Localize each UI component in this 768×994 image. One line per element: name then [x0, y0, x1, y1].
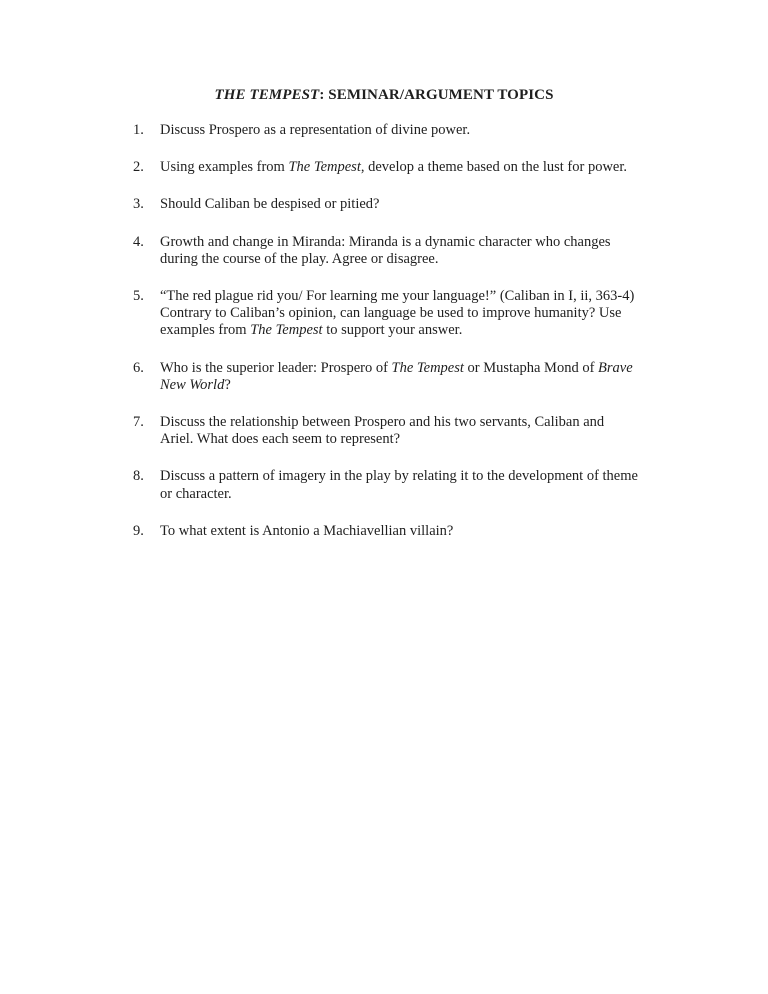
- text-line: [160, 322, 634, 339]
- text-run: Contrary to Caliban’s opinion, can language be used to improve humanity? Use: [160, 305, 622, 322]
- text-line: [160, 431, 604, 448]
- text-run: , develop a theme based on the lust for power.: [360, 159, 628, 176]
- list-item-text: [160, 234, 611, 268]
- text-run: Ariel. What does each seem to represent?: [160, 431, 401, 448]
- list-item-number: 7.: [133, 414, 144, 431]
- list-item-number: 3.: [133, 196, 144, 213]
- text-run: To what extent is Antonio a Machiavellian villain?: [160, 522, 454, 539]
- list-item-number: 9.: [133, 522, 144, 539]
- list-item-text: [160, 122, 470, 139]
- text-line: [160, 159, 627, 176]
- italic-text-run: New World: [160, 376, 225, 393]
- text-line: [160, 234, 611, 251]
- text-run: to support your answer.: [322, 322, 463, 339]
- text-line: [160, 288, 634, 305]
- text-line: [160, 360, 633, 377]
- list-item: [133, 159, 768, 176]
- list-item-text: [160, 414, 604, 448]
- text-run: Who is the superior leader: Prospero of: [160, 359, 392, 376]
- list-item: [133, 122, 768, 139]
- text-line: [160, 305, 634, 322]
- list-item: [133, 234, 768, 268]
- list-item: [133, 196, 768, 213]
- topics-list: [0, 122, 768, 540]
- list-item-text: [160, 360, 633, 394]
- italic-text-run: THE TEMPEST: [214, 87, 320, 103]
- list-item: [133, 523, 768, 540]
- text-line: [160, 414, 604, 431]
- text-line: [160, 486, 638, 503]
- text-run: Should Caliban be despised or pitied?: [160, 196, 380, 213]
- text-line: [160, 377, 633, 394]
- list-item: [133, 360, 768, 394]
- text-run: examples from: [160, 322, 251, 339]
- document-title: [0, 0, 768, 104]
- italic-text-run: Brave: [598, 359, 633, 376]
- text-run: Growth and change in Miranda: Miranda is a dynamic character who changes: [160, 233, 611, 250]
- text-run: or character.: [160, 485, 232, 502]
- list-item-text: [160, 468, 638, 502]
- list-item: [133, 468, 768, 502]
- text-line: [160, 122, 470, 139]
- text-run: “The red plague rid you/ For learning me your language!” (Caliban in I, ii, 363-4): [160, 288, 635, 305]
- text-run: : SEMINAR/ARGUMENT TOPICS: [319, 87, 554, 103]
- list-item-text: [160, 523, 453, 540]
- italic-text-run: The Tempest: [250, 322, 323, 339]
- list-item-number: 2.: [133, 159, 144, 176]
- text-line: [160, 196, 379, 213]
- text-run: Discuss a pattern of imagery in the play by relating it to the development of theme: [160, 468, 638, 485]
- text-run: during the course of the play. Agree or disagree.: [160, 250, 439, 267]
- italic-text-run: The Tempest: [391, 359, 464, 376]
- list-item: [133, 414, 768, 448]
- text-run: Discuss the relationship between Prospero and his two servants, Caliban and: [160, 414, 605, 431]
- text-line: [160, 468, 638, 485]
- list-item-number: 1.: [133, 122, 144, 138]
- list-item-number: 4.: [133, 233, 144, 250]
- text-run: Discuss Prospero as a representation of divine power.: [160, 122, 471, 138]
- list-item-text: [160, 288, 634, 340]
- text-line: [160, 251, 611, 268]
- list-item-text: [160, 159, 627, 176]
- text-run: Using examples from: [160, 159, 289, 176]
- list-item: [133, 288, 768, 340]
- text-run: or Mustapha Mond of: [463, 359, 599, 376]
- text-run: ?: [224, 376, 231, 393]
- list-item-number: 5.: [133, 288, 144, 305]
- text-line: [160, 523, 453, 540]
- list-item-text: [160, 196, 379, 213]
- italic-text-run: The Tempest: [288, 159, 361, 176]
- list-item-number: 6.: [133, 359, 144, 376]
- list-item-number: 8.: [133, 468, 144, 485]
